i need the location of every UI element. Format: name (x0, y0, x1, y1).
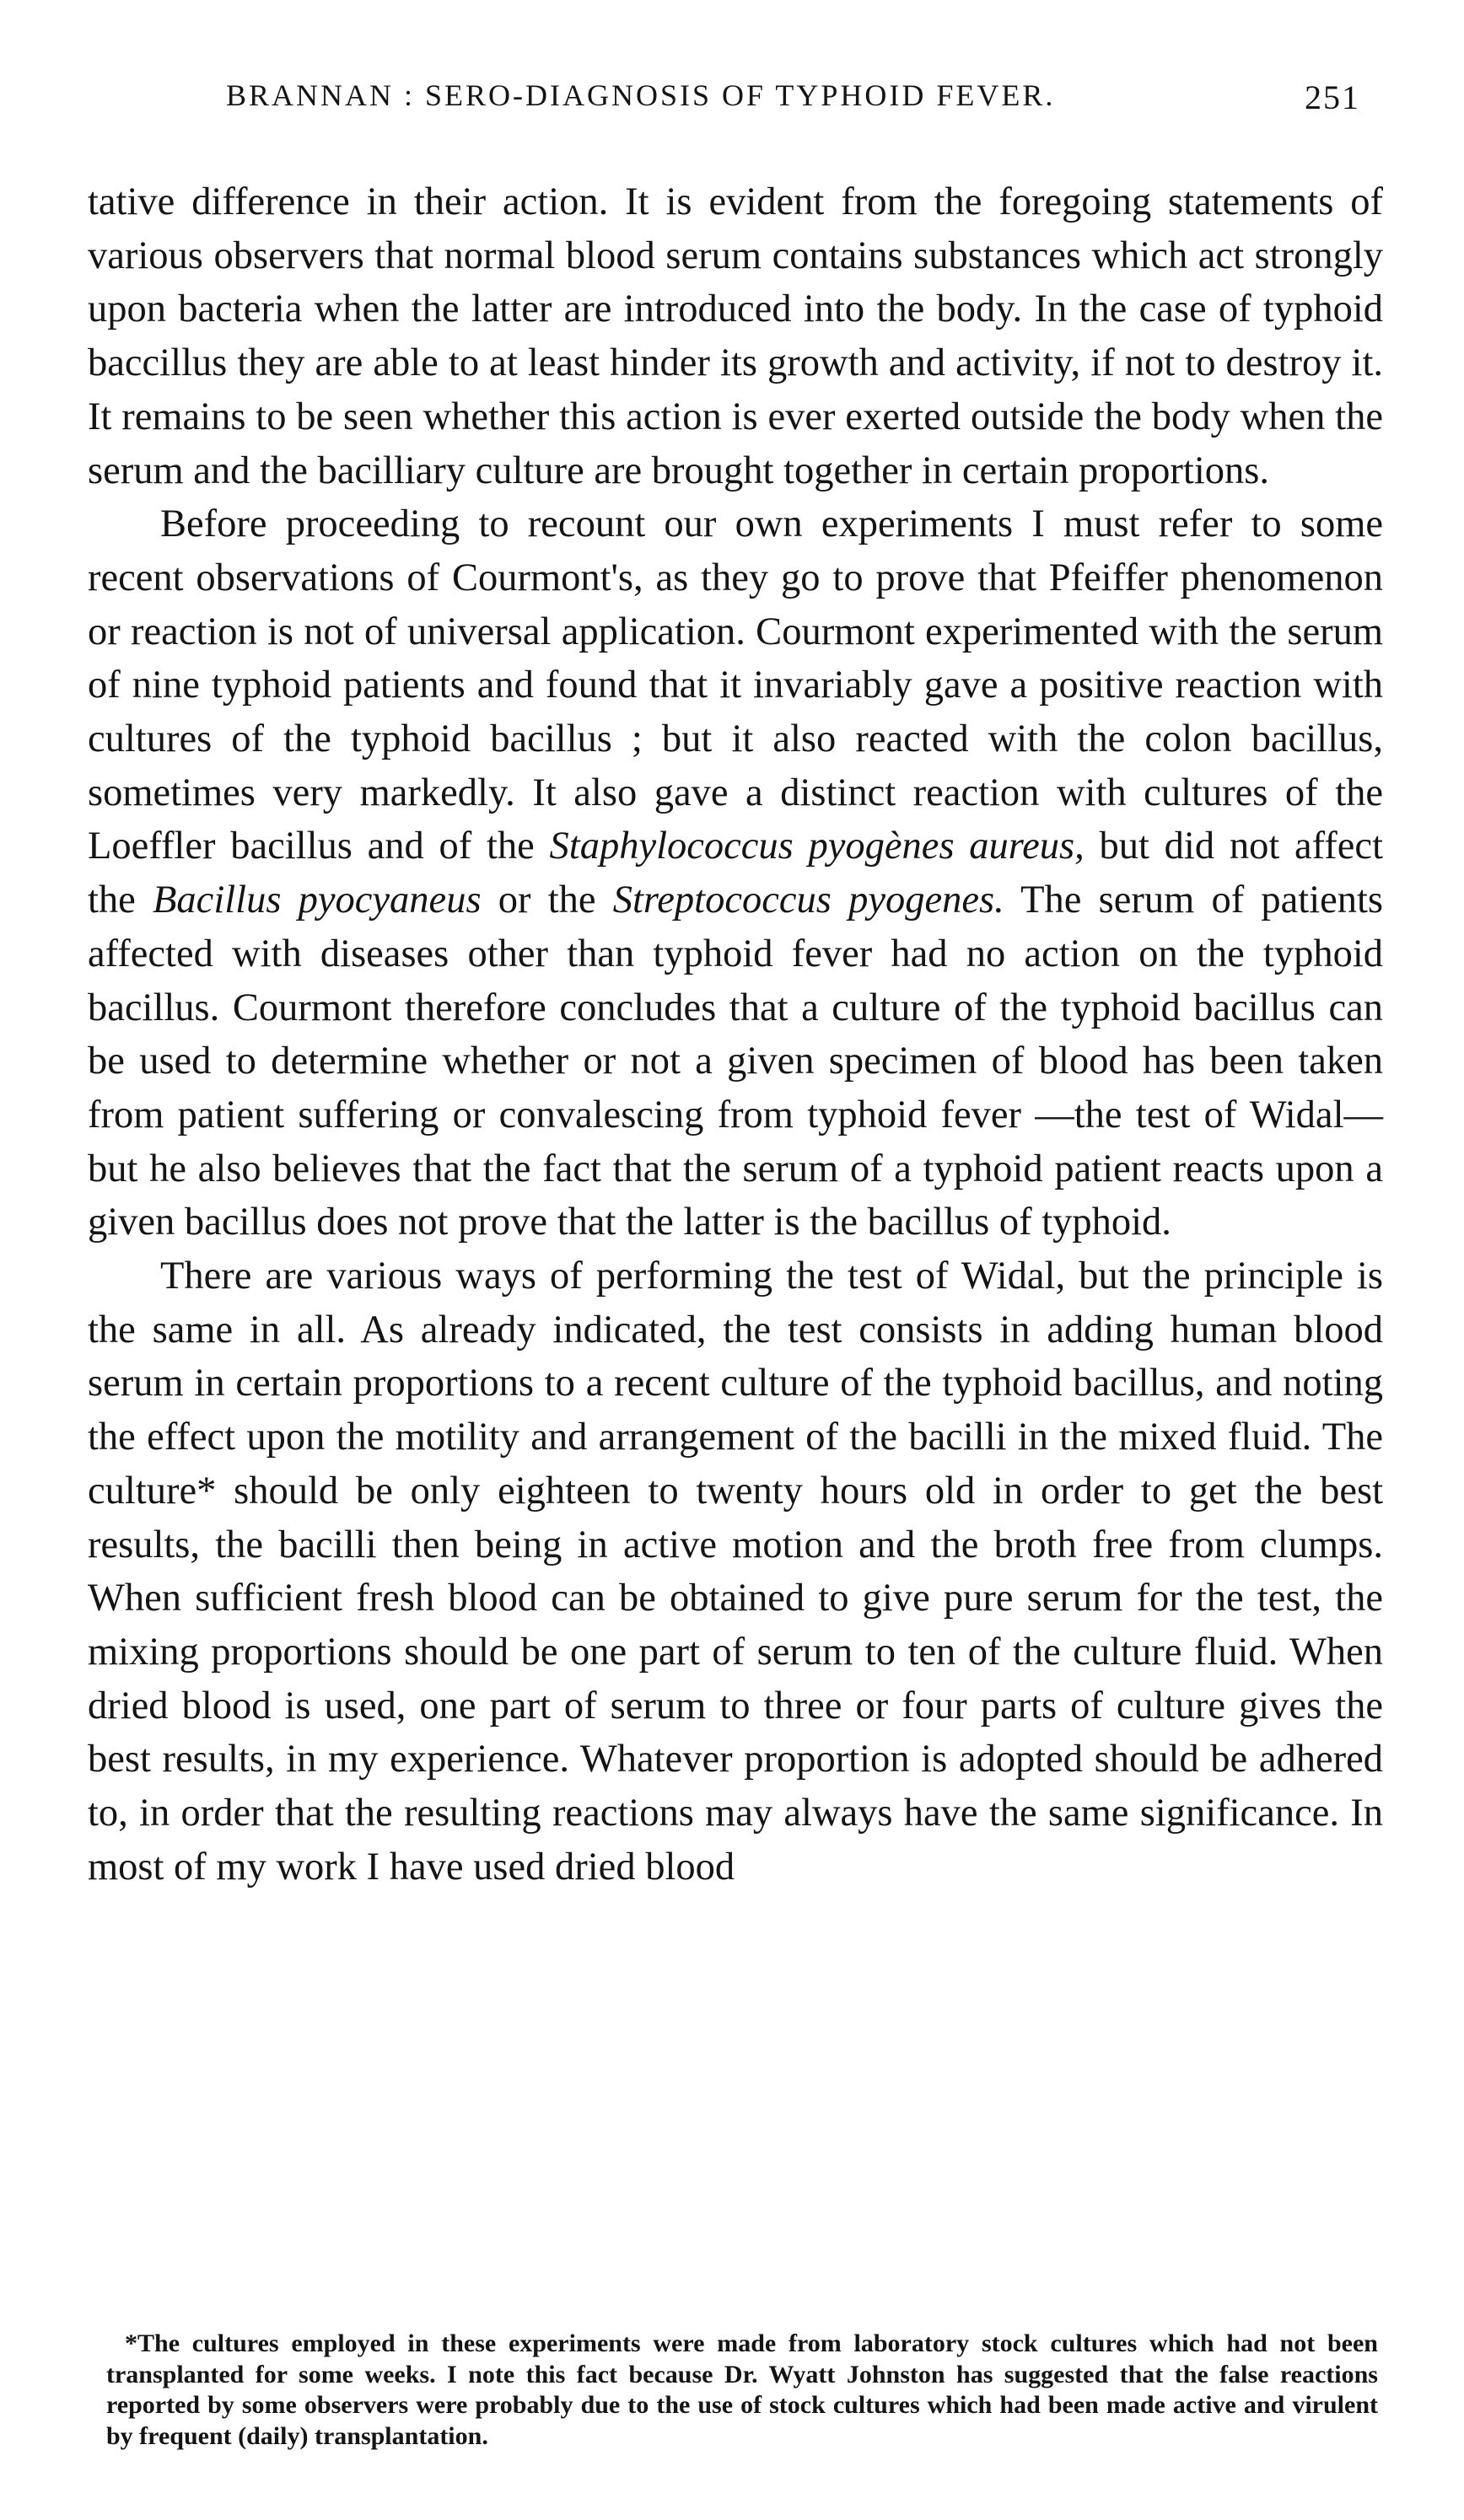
paragraph-2 (88, 497, 1383, 1249)
paragraph-3: There are various ways of performing the test of Widal, but the principle is the same in all. As already indicated, the test consists in adding human blood serum in certain proportions to a recent culture of the typhoid bacillus, and noting the effect upon the motility and arrangement of the bacilli in the mixed fluid. The culture* should be only eighteen to twenty hours old in order to get the best results, the bacilli then being in active motion and the broth free from clumps. When sufficient fresh blood can be obtained to give pure serum for the test, the mixing proportions should be one part of serum to ten of the culture fluid. When dried blood is used, one part of serum to three or four parts of culture gives the best results, in my experience. Whatever proportion is adopted should be adhered to, in order that the resulting reactions may always have the same significance. In most of my work I have used dried blood (88, 1255, 1383, 1889)
paragraph-2-text-b: but did not affect the (88, 825, 1383, 922)
paragraph-2-text-c: or the (498, 879, 596, 922)
species-streptococcus: Streptococcus pyogenes. (612, 879, 1004, 922)
species-staphylococcus: Staphylococcus pyogènes aureus, (549, 825, 1085, 868)
species-bacillus-pyocyaneus: Bacillus pyocyaneus (153, 879, 482, 922)
running-title: BRANNAN : SERO-DIAGNOSIS OF TYPHOID FEVER. (226, 78, 1056, 112)
footnote (106, 2329, 1378, 2452)
paragraph-2-text-a: Before proceeding to recount our own experiments I must refer to some recent observations of Courmont's, as they go to prove that Pfeiffer phenomenon or reaction is not of universal application. Courmont experimented with the serum of nine typhoid patients and found that it invariably gave a positive reaction with cultures of the typhoid bacillus ; but it also reacted with the colon bacillus, sometimes very markedly. It also gave a distinct reaction with cultures of the Loeffler bacillus and of the (88, 502, 1383, 868)
page-number: 251 (1305, 78, 1360, 116)
paragraph-2-text-d: The serum of patients affected with diseases other than typhoid fever had no action on the typhoid bacillus. Courmont therefore concludes that a culture of the typhoid bacillus can be used to determine whether or not a given specimen of blood has been taken from patient suffering or convalescing from typhoid fever —the test of Widal—but he also believes that the fact that the serum of a typhoid patient reacts upon a given bacillus does not prove that the latter is the bacillus of typhoid. (88, 879, 1384, 1244)
body-text (88, 175, 1383, 1894)
footnote-text: *The cultures employed in these experiments were made from laboratory stock cultures which had not been transplanted for some weeks. I note this fact because Dr. Wyatt Johnston has suggested that the false reactions reported by some observers were probably due to the use of stock cultures which had been made active and virulent by frequent (daily) transplantation. (106, 2329, 1378, 2450)
paragraph-1: tative difference in their action. It is evident from the foregoing statements of various observers that normal blood serum contains substances which act strongly upon bacteria when the latter are introduced into the body. In the case of typhoid baccillus they are able to at least hinder its growth and activity, if not to destroy it. It remains to be seen whether this action is ever exerted outside the body when the serum and the bacilliary culture are brought together in certain proportions. (88, 180, 1383, 492)
